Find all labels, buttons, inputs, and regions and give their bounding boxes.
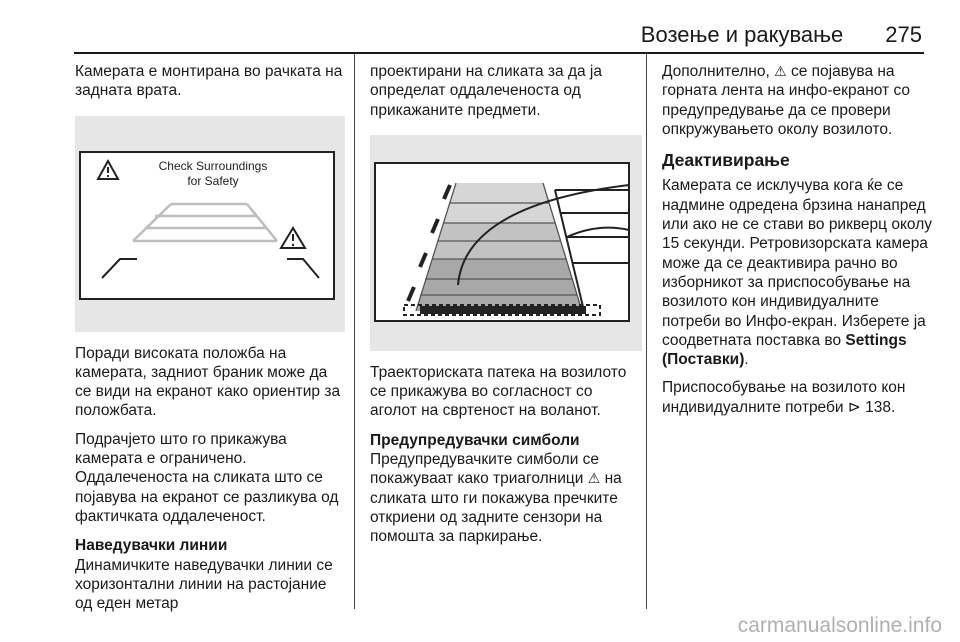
column-divider <box>354 54 355 609</box>
paragraph: Подрачјето што го прикажува камерата е ограничено. Оддалеченоста на сликата што се појавува на екранот се разликува од фактичката оддалеченост. <box>75 430 339 525</box>
text-run: Приспособување на возилото кон индивидуалните потреби <box>662 379 906 416</box>
paragraph: Поради високата положба на камерата, задниот браник може да се види на екранот како ориентир за положбата. <box>75 344 341 420</box>
overlay-text-line-2: for Safety <box>187 173 239 188</box>
warning-triangle-icon: ⚠ <box>587 470 601 487</box>
paragraph: проектирани на сликата за да ја определат оддалеченоста од прикажаните предмети. <box>370 63 602 119</box>
text-run: Предупредувачките симболи се покажуваат како триаголници <box>370 451 600 488</box>
page-reference-arrow-icon: ⊳ <box>847 398 861 416</box>
page-reference-link[interactable]: 138. <box>865 398 896 416</box>
section-heading: Наведувачки линии <box>75 537 228 555</box>
camera-display-figure <box>75 116 345 332</box>
watermark: carmanualsonline.info <box>737 614 942 637</box>
column-2 <box>370 62 642 547</box>
overlay-text-line-1: Check Surroundings <box>158 158 268 173</box>
text-run: Камерата се исклучува кога ќе се надмине одредена брзина нанапред или ако не се стави во рикверц околу 15 секунди. Ретровизорската камера може да се деактивира рачно во изборникот за приспособување на возилото кон индивидуалните потреби во Инфо-екран. Изберете ја соодветната поставка во <box>662 177 933 349</box>
trajectory-figure <box>370 135 642 351</box>
text-run: Дополнително, <box>662 63 770 80</box>
paragraph <box>662 62 934 139</box>
paragraph: Динамичките наведувачки линии се хоризонтални линии на растојание од еден метар <box>75 556 333 613</box>
settings-term: Settings (Поставки) <box>662 331 907 369</box>
text-run: . <box>744 351 749 369</box>
paragraph <box>370 450 642 546</box>
section-heading: Предупредувачки симболи <box>370 431 580 449</box>
text-run: се појавува на горната лента на инфо-екранот со предупредување да се провери опкружувањето околу возилото. <box>662 63 910 138</box>
paragraph <box>662 176 934 369</box>
header-rule <box>74 52 924 54</box>
header-title: Возење и ракување <box>640 22 844 47</box>
paragraph <box>662 378 934 417</box>
paragraph: Траекториската патека на возилото се прикажува во согласност со аголот на свртеност на воланот. <box>370 363 627 420</box>
page-header <box>641 22 922 48</box>
paragraph: Камерата е монтирана во рачката на задната врата. <box>75 63 343 100</box>
page-number: 275 <box>885 22 922 47</box>
section-heading: Деактивирање <box>662 150 790 171</box>
text-run: на сликата што ги покажува пречките откриени од задните сензори на помошта за паркирање. <box>370 470 622 546</box>
column-1 <box>75 62 345 613</box>
column-3 <box>662 62 934 417</box>
column-divider <box>646 54 647 609</box>
warning-triangle-icon: ⚠ <box>774 63 787 79</box>
